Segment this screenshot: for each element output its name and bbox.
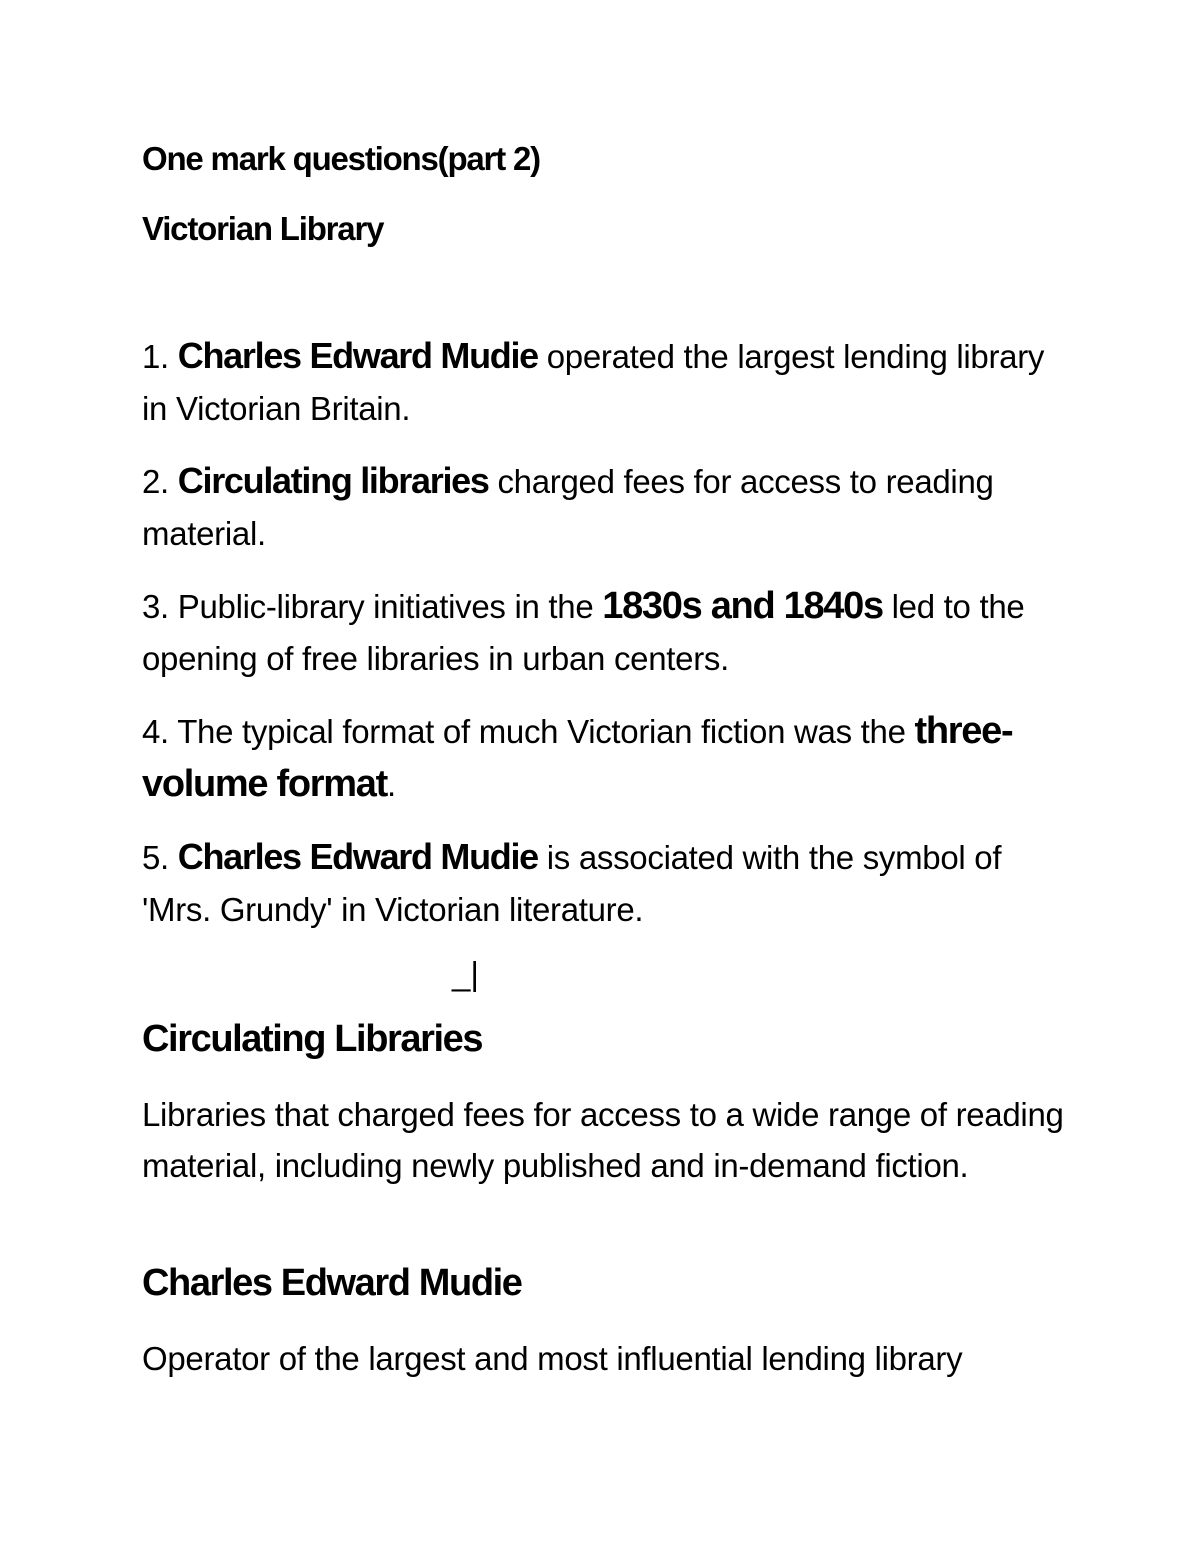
question-number: 1. xyxy=(142,338,169,375)
answer-bold: Circulating libraries xyxy=(177,460,489,501)
document-subtitle: Victorian Library xyxy=(142,210,384,247)
section-heading: Circulating Libraries xyxy=(142,1018,483,1060)
question-text: Public-library initiatives in the xyxy=(168,588,603,625)
question-list xyxy=(142,330,1072,956)
question-text: led to the opening of free libraries in urban centers. xyxy=(142,588,1025,677)
definition-section xyxy=(142,1018,1072,1191)
question-number: 2. xyxy=(142,463,169,500)
answer-bold: Charles Edward Mudie xyxy=(177,335,538,376)
question-item xyxy=(142,705,1072,811)
question-text: The typical format of much Victorian fiction was the xyxy=(168,713,915,750)
question-text: is associated with the symbol of 'Mrs. Grundy' in Victorian literature. xyxy=(142,839,1002,928)
answer-bold: Charles Edward Mudie xyxy=(177,836,538,877)
question-item xyxy=(142,831,1072,936)
answer-bold: three-volume format xyxy=(142,710,1013,805)
section-text: Operator of the largest and most influential lending library xyxy=(142,1340,963,1377)
question-text: . xyxy=(386,766,396,803)
section-text: Libraries that charged fees for access to a wide range of reading material, including newly published and in-demand fiction. xyxy=(142,1096,1064,1184)
question-number: 3. xyxy=(142,588,169,625)
question-item xyxy=(142,330,1072,435)
document-title: One mark questions(part 2) xyxy=(142,140,540,177)
question-text: operated the largest lending library in Victorian Britain. xyxy=(142,338,1045,427)
definition-section xyxy=(142,1262,1072,1384)
section-heading: Charles Edward Mudie xyxy=(142,1262,522,1304)
text-cursor-mark: _| xyxy=(452,955,479,992)
question-number: 4. xyxy=(142,713,169,750)
question-number: 5. xyxy=(142,839,169,876)
question-text: charged fees for access to reading material. xyxy=(142,463,994,552)
question-item xyxy=(142,455,1072,560)
question-item xyxy=(142,580,1072,685)
answer-bold: 1830s and 1840s xyxy=(602,585,883,627)
